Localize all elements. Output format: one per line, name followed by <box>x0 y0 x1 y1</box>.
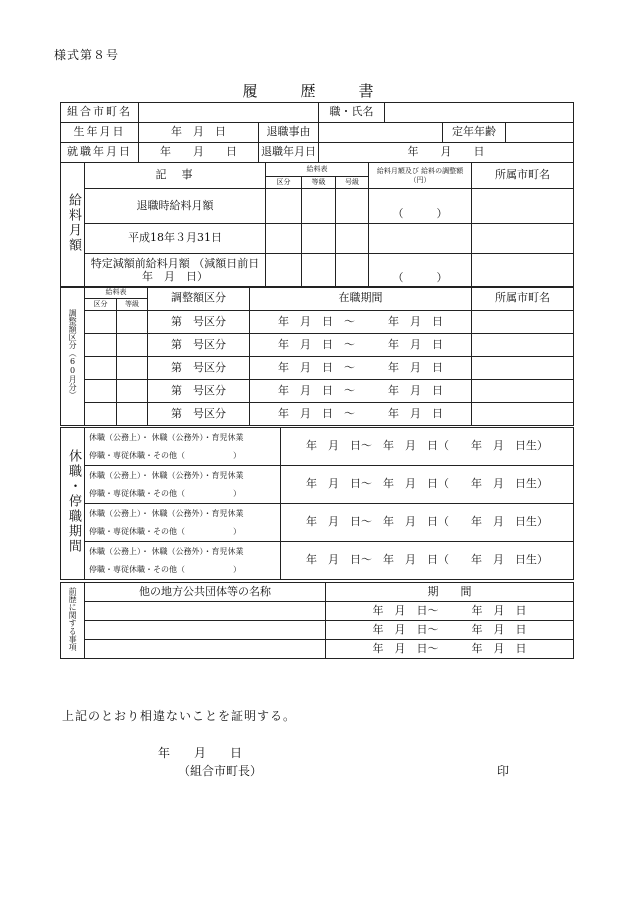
adjust-cell[interactable] <box>117 403 148 426</box>
adjust-col-grade: 等級 <box>117 299 148 311</box>
adjust-city-cell[interactable] <box>472 380 574 403</box>
leave-period[interactable]: 年 月 日～ 年 月 日（ 年 月 日生） <box>281 428 574 466</box>
table-row <box>61 357 574 380</box>
leave-side-label: 休職・停職期間 <box>61 428 85 580</box>
adjust-col-kubun: 調整額区分 <box>148 287 250 311</box>
header-table <box>60 102 574 163</box>
adjust-cell[interactable] <box>85 403 117 426</box>
adjust-period[interactable]: 年 月 日 ～ 年 月 日 <box>250 380 472 403</box>
union-label: 組合市町名 <box>61 103 139 123</box>
leave-type-line2[interactable]: 停職・専従休職・その他（ ） <box>85 523 281 542</box>
salary-cell[interactable] <box>336 189 369 224</box>
adjust-cell[interactable] <box>117 357 148 380</box>
birth-field[interactable]: 年 月 日 <box>139 123 259 143</box>
birth-label: 生年月日 <box>61 123 139 143</box>
adjust-cell[interactable] <box>117 380 148 403</box>
adjust-city-cell[interactable] <box>472 357 574 380</box>
table-row <box>61 334 574 357</box>
reason-field[interactable] <box>319 123 443 143</box>
table-row <box>61 428 574 447</box>
adjust-city-cell[interactable] <box>472 311 574 334</box>
leave-type-line1[interactable]: 休職（公務上）・ 休職（公務外）・育児休業 <box>85 504 281 523</box>
history-side-label: 前歴に関する事項 <box>61 583 85 659</box>
age-field[interactable] <box>506 123 574 143</box>
adjust-period[interactable]: 年 月 日 ～ 年 月 日 <box>250 403 472 426</box>
table-row <box>61 466 574 485</box>
leave-period[interactable]: 年 月 日～ 年 月 日（ 年 月 日生） <box>281 504 574 542</box>
page-title: 履 歴 書 <box>242 82 388 100</box>
salary-table <box>60 162 574 288</box>
table-row <box>61 602 574 621</box>
leave-table <box>60 427 574 580</box>
leave-type-line2[interactable]: 停職・専従休職・その他（ ） <box>85 561 281 580</box>
certification-date[interactable]: 年 月 日 <box>158 746 243 760</box>
salary-col-table: 給料表 <box>266 163 369 177</box>
salary-row-label: 退職時給料月額 <box>85 189 266 224</box>
adjust-table <box>60 286 574 426</box>
leave-type-line2[interactable]: 停職・専従休職・その他（ ） <box>85 485 281 504</box>
salary-row-label: 平成18年３月31日 <box>85 224 266 254</box>
hired-field[interactable]: 年 月 日 <box>139 143 259 163</box>
hired-label: 就職年月日 <box>61 143 139 163</box>
salary-col-city: 所属市町名 <box>472 163 574 189</box>
salary-col-grade: 等級 <box>302 177 336 189</box>
table-row <box>61 403 574 426</box>
adjust-period[interactable]: 年 月 日 ～ 年 月 日 <box>250 334 472 357</box>
salary-side-label: 給料月額 <box>61 163 85 288</box>
adjust-kubun: 第 号区分 <box>148 334 250 357</box>
adjust-period[interactable]: 年 月 日 ～ 年 月 日 <box>250 311 472 334</box>
adjust-kubun: 第 号区分 <box>148 403 250 426</box>
salary-cell[interactable] <box>302 189 336 224</box>
salary-cell[interactable] <box>266 189 302 224</box>
adjust-cell[interactable] <box>85 311 117 334</box>
salary-city-cell[interactable] <box>472 189 574 224</box>
salary-cell[interactable] <box>266 254 302 288</box>
seal-mark: 印 <box>497 764 510 778</box>
salary-cell[interactable] <box>336 224 369 254</box>
history-table <box>60 582 574 659</box>
salary-amount[interactable]: （ ） <box>369 254 472 288</box>
salary-row-label: 特定減額前給料月額 （減額日前日 年 月 日） <box>85 254 266 288</box>
table-row <box>61 542 574 561</box>
union-field[interactable] <box>139 103 319 123</box>
form-number: 様式第８号 <box>54 48 120 62</box>
leave-type-line1[interactable]: 休職（公務上）・ 休職（公務外）・育児休業 <box>85 428 281 447</box>
table-row <box>61 640 574 659</box>
history-name-cell[interactable] <box>85 640 326 659</box>
adjust-col-city: 所属市町名 <box>472 287 574 311</box>
age-label: 定年年齢 <box>443 123 506 143</box>
salary-cell[interactable] <box>302 224 336 254</box>
adjust-col-table: 給料表 <box>85 287 148 299</box>
leave-type-line1[interactable]: 休職（公務上）・ 休職（公務外）・育児休業 <box>85 466 281 485</box>
history-col-period: 期 間 <box>326 583 574 602</box>
reason-label: 退職事由 <box>259 123 319 143</box>
salary-cell[interactable] <box>266 224 302 254</box>
history-period[interactable]: 年 月 日～ 年 月 日 <box>326 640 574 659</box>
adjust-kubun: 第 号区分 <box>148 357 250 380</box>
adjust-cell[interactable] <box>117 311 148 334</box>
table-row <box>61 380 574 403</box>
adjust-cell[interactable] <box>85 334 117 357</box>
retired-label: 退職年月日 <box>259 143 319 163</box>
history-col-name: 他の地方公共団体等の名称 <box>85 583 326 602</box>
adjust-cell[interactable] <box>85 357 117 380</box>
leave-type-line2[interactable]: 停職・専従休職・その他（ ） <box>85 447 281 466</box>
adjust-cell[interactable] <box>117 334 148 357</box>
table-row <box>61 311 574 334</box>
leave-period[interactable]: 年 月 日～ 年 月 日（ 年 月 日生） <box>281 542 574 580</box>
mayor-label: （組合市町長） <box>178 764 263 778</box>
adjust-side-label: 調整額区分（60月分） <box>61 287 85 426</box>
adjust-col-class: 区分 <box>85 299 117 311</box>
salary-amount[interactable]: （ ） <box>369 189 472 224</box>
adjust-kubun: 第 号区分 <box>148 311 250 334</box>
leave-period[interactable]: 年 月 日～ 年 月 日（ 年 月 日生） <box>281 466 574 504</box>
salary-amount[interactable] <box>369 224 472 254</box>
salary-cell[interactable] <box>302 254 336 288</box>
history-name-cell[interactable] <box>85 602 326 621</box>
history-period[interactable]: 年 月 日～ 年 月 日 <box>326 621 574 640</box>
adjust-kubun: 第 号区分 <box>148 380 250 403</box>
salary-col-number: 号級 <box>336 177 369 189</box>
salary-col-amount: 給料月額及び 給料の調整額（円） <box>369 163 472 189</box>
adjust-city-cell[interactable] <box>472 403 574 426</box>
salary-city-cell[interactable] <box>472 254 574 288</box>
salary-cell[interactable] <box>336 254 369 288</box>
certification-text: 上記のとおり相違ないことを証明する。 <box>62 709 297 723</box>
history-period[interactable]: 年 月 日～ 年 月 日 <box>326 602 574 621</box>
retired-field[interactable]: 年 月 日 <box>319 143 574 163</box>
history-name-cell[interactable] <box>85 621 326 640</box>
salary-col-class: 区分 <box>266 177 302 189</box>
name-label: 職・氏名 <box>319 103 385 123</box>
adjust-cell[interactable] <box>85 380 117 403</box>
salary-col-record: 記 事 <box>85 163 266 189</box>
table-row <box>61 504 574 523</box>
table-row <box>61 621 574 640</box>
leave-type-line1[interactable]: 休職（公務上）・ 休職（公務外）・育児休業 <box>85 542 281 561</box>
adjust-city-cell[interactable] <box>472 334 574 357</box>
salary-city-cell[interactable] <box>472 224 574 254</box>
adjust-col-period: 在職期間 <box>250 287 472 311</box>
name-field[interactable] <box>385 103 574 123</box>
adjust-period[interactable]: 年 月 日 ～ 年 月 日 <box>250 357 472 380</box>
